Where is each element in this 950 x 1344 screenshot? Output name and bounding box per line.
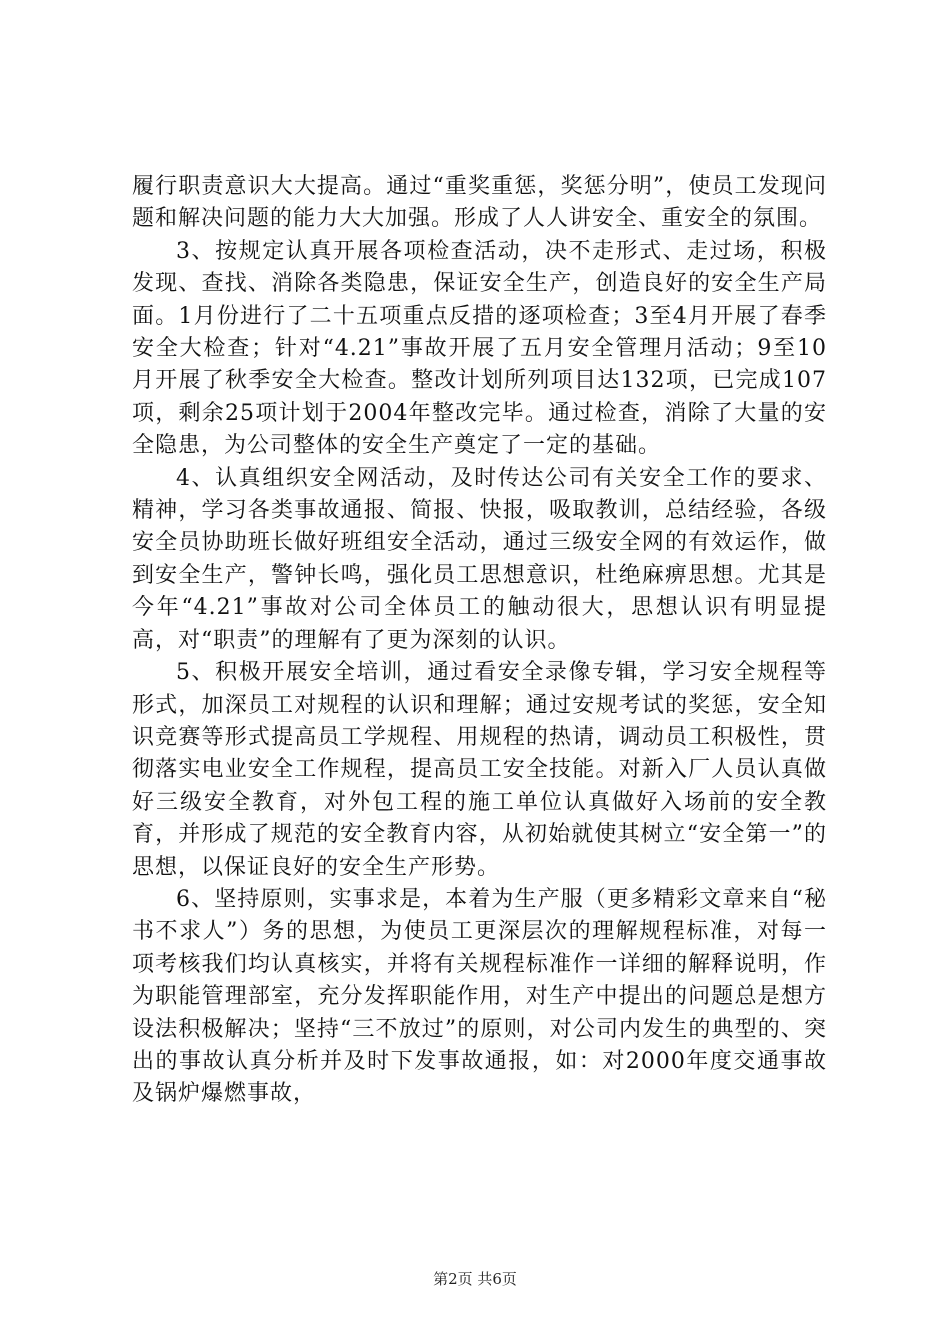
paragraph-3: 4、认真组织安全网活动，及时传达公司有关安全工作的要求、精神，学习各类事故通报、简报、快报，吸取教训，总结经验，各级安全员协助班长做好班组安全活动，通过三级安全网的有效运作，做到安全生产，警钟长鸣，强化员工思想意识，杜绝麻痹思想。尤其是今年“4.21”事故对公司全体员工的触动很大，思想认识有明显提高，对“职责”的理解有了更为深刻的认识。 <box>132 465 827 653</box>
paragraph-4: 5、积极开展安全培训，通过看安全录像专辑，学习安全规程等形式，加深员工对规程的认识和理解；通过安规考试的奖惩，安全知识竞赛等形式提高员工学规程、用规程的热请，调动员工积极性，贯彻落实电业安全工作规程，提高员工安全技能。对新入厂人员认真做好三级安全教育，对外包工程的施工单位认真做好入场前的安全教育，并形成了规范的安全教育内容，从初始就使其树立“安全第一”的思想，以保证良好的安全生产形势。 <box>132 660 827 880</box>
paragraph-5: 6、坚持原则，实事求是，本着为生产服（更多精彩文章来自“秘书不求人”）务的思想，为使员工更深层次的理解规程标准，对每一项考核我们均认真核实，并将有关规程标准作一详细的解释说明，作为职能管理部室，充分发挥职能作用，对生产中提出的问题总是想方设法积极解决；坚持“三不放过”的原则，对公司内发生的典型的、突出的事故认真分析并及时下发事故通报，如：对2000年度交通事故及锅炉爆燃事故， <box>132 886 827 1107</box>
page-number-footer: 第2页 共6页 <box>433 1270 517 1288</box>
paragraph-2: 3、按规定认真开展各项检查活动，决不走形式、走过场，积极发现、查找、消除各类隐患，保证安全生产，创造良好的安全生产局面。1月份进行了二十五项重点反措的逐项检查；3至4月开展了春季安全大检查；针对“4.21”事故开展了五月安全管理月活动；9至10月开展了秋季安全大检查。整改计划所列项目达132项，已完成107项，剩余25项计划于2004年整改完毕。通过检查，消除了大量的安全隐患，为公司整体的安全生产奠定了一定的基础。 <box>132 238 827 459</box>
paragraph-1: 履行职责意识大大提高。通过“重奖重惩，奖惩分明”，使员工发现问题和解决问题的能力大大加强。形成了人人讲安全、重安全的氛围。 <box>132 174 827 232</box>
document-body <box>132 171 827 1111</box>
